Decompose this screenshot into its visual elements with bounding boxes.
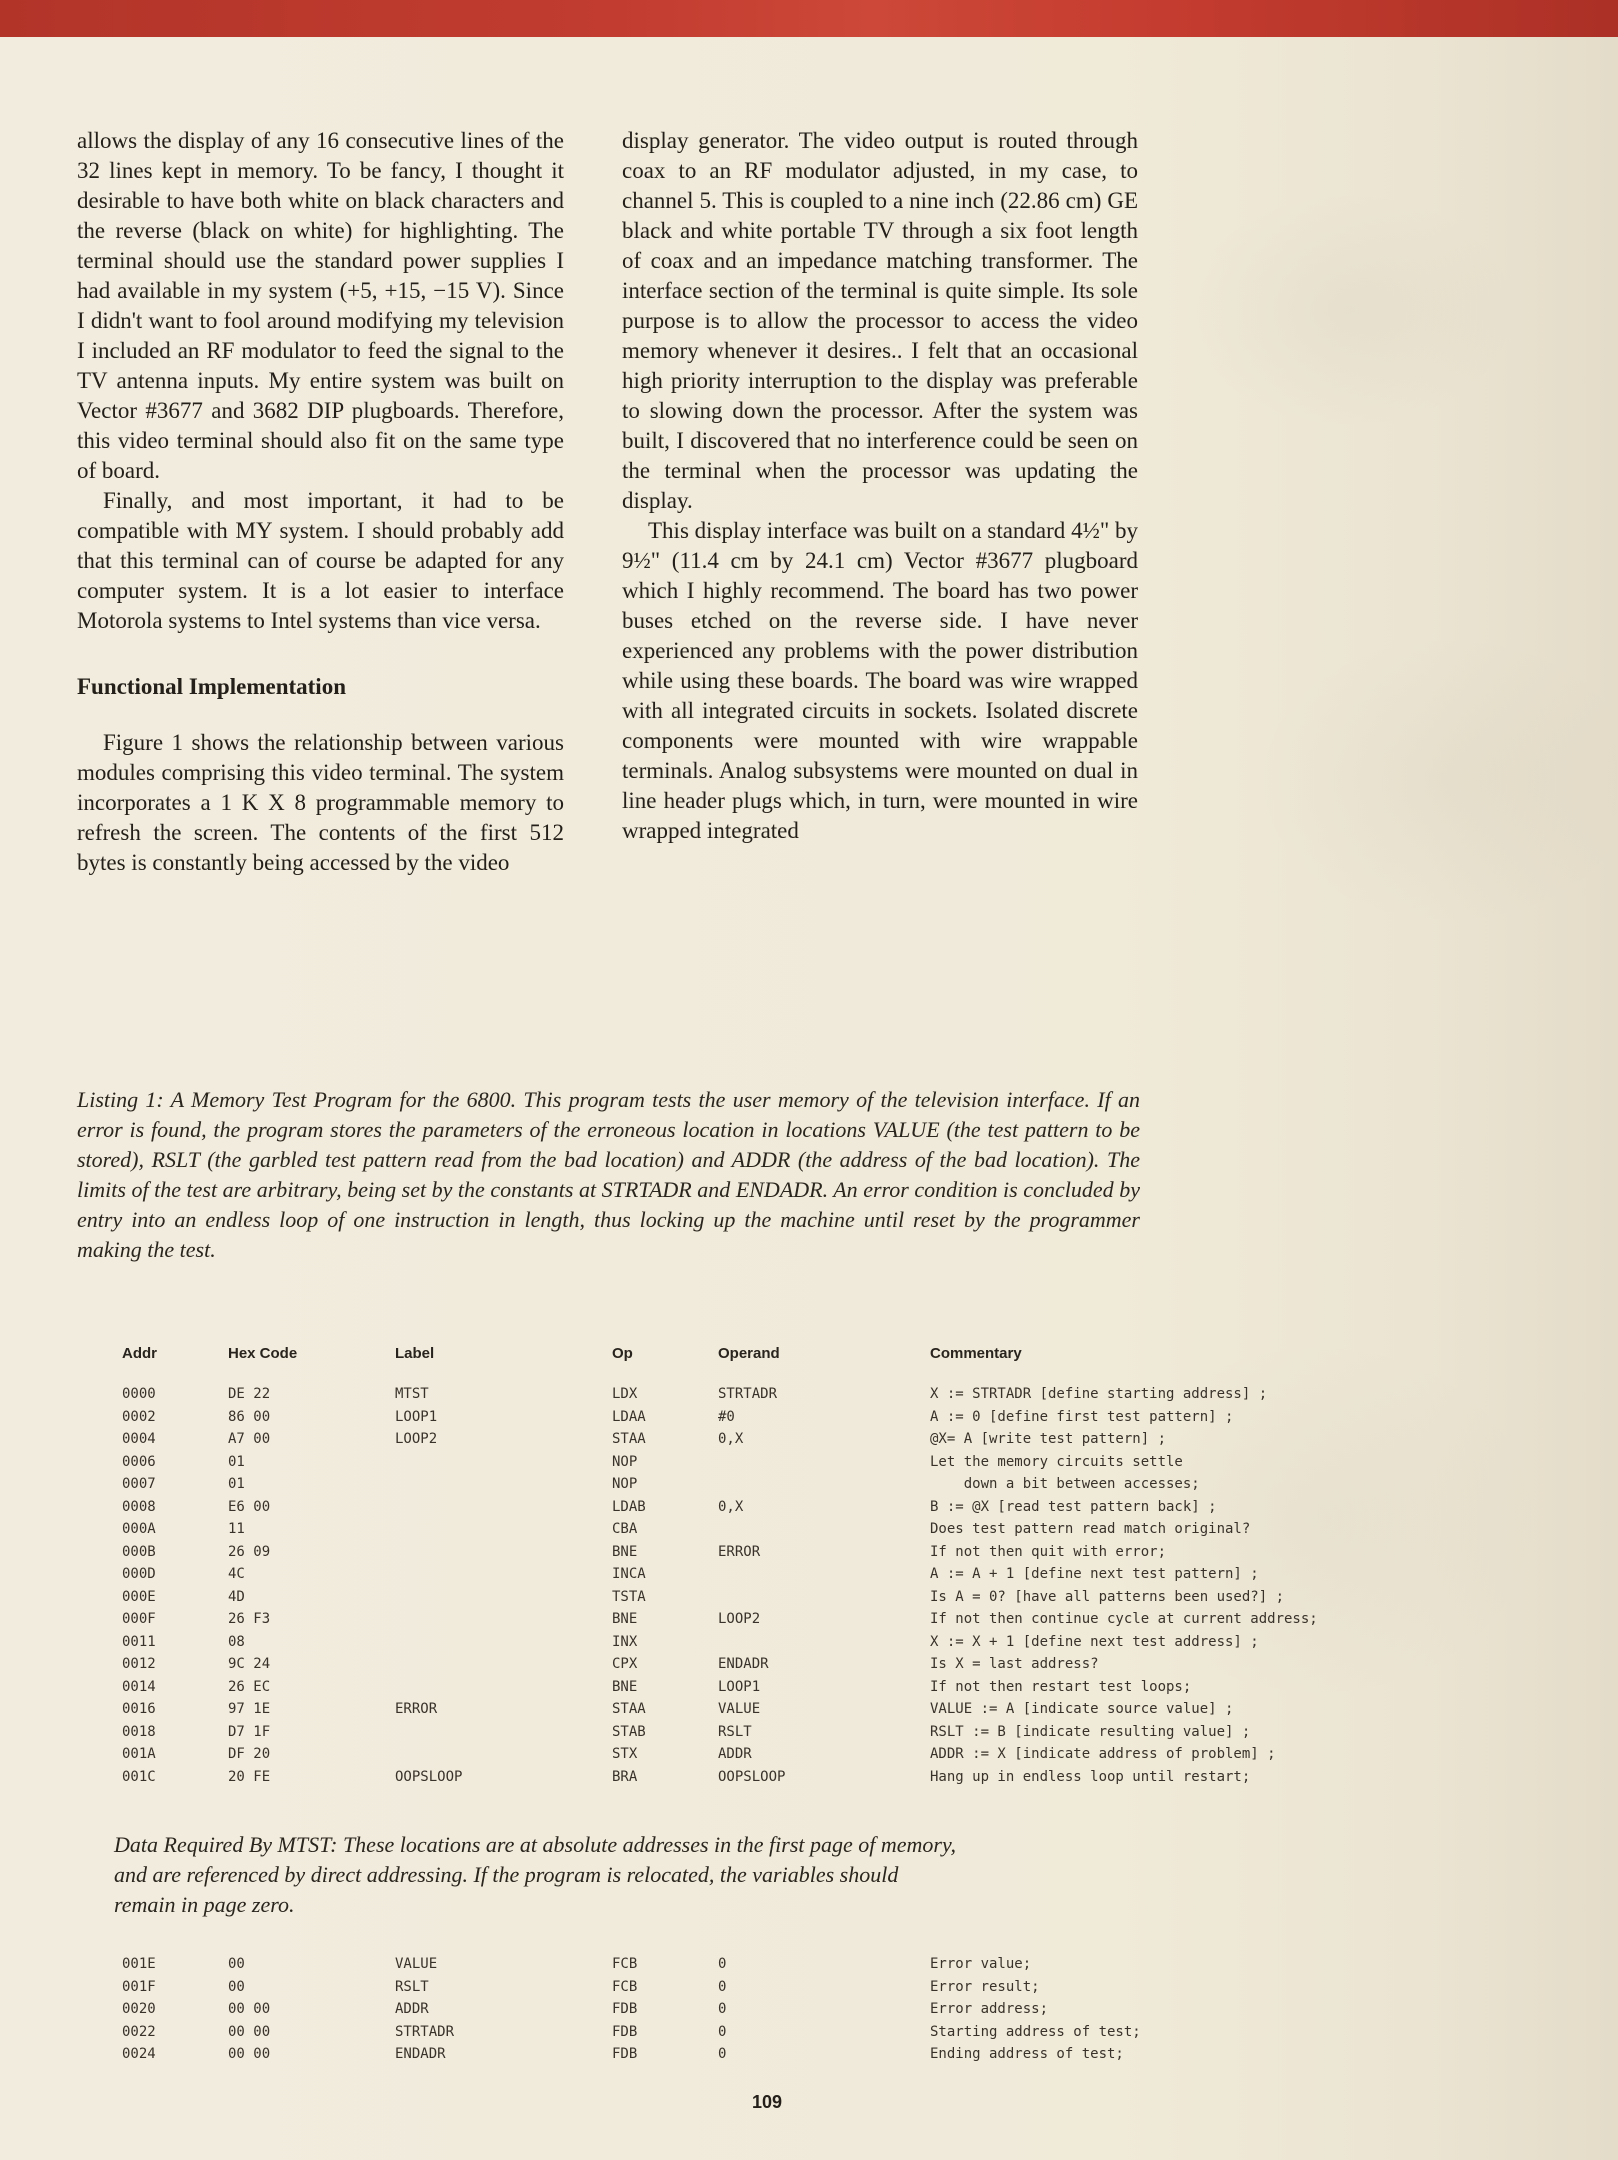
table-row [122, 1653, 1522, 1676]
cell-commentary: Is A = 0? [have all patterns been used?] ; [930, 1588, 1285, 1605]
cell-addr: 000D [122, 1566, 156, 1582]
table-row [122, 1563, 1522, 1586]
cell-label: ERROR [395, 1701, 438, 1717]
table-row [122, 1998, 1522, 2021]
cell-commentary: Starting address of test; [930, 2023, 1141, 2040]
cell-addr: 001C [122, 1768, 156, 1785]
cell-addr: 000E [122, 1588, 156, 1605]
cell-operand [718, 1631, 930, 1654]
cell-addr: 000A [122, 1521, 156, 1537]
cell-op: LDX [612, 1386, 638, 1402]
cell-label: ADDR [395, 2001, 429, 2017]
cell-op: FCB [612, 1956, 638, 1972]
cell-addr: 000F [122, 1611, 156, 1627]
cell-operand: RSLT [718, 1723, 752, 1740]
cell-label [395, 1518, 612, 1541]
article-left-column [77, 126, 564, 878]
table-row [122, 1473, 1522, 1496]
table-row [122, 1406, 1522, 1429]
cell-commentary: X := X + 1 [define next test address] ; [930, 1633, 1259, 1650]
cell-commentary: Error address; [930, 2001, 1049, 2017]
cell-hex-code: 11 [228, 1521, 245, 1537]
cell-addr: 000B [122, 1543, 156, 1560]
cell-commentary: @X= A [write test pattern] ; [930, 1431, 1167, 1447]
cell-addr: 001E [122, 1956, 156, 1972]
cell-commentary: RSLT := B [indicate resulting value] ; [930, 1723, 1251, 1740]
cell-addr: 0020 [122, 2001, 156, 2017]
cell-commentary: Hang up in endless loop until restart; [930, 1768, 1251, 1785]
article-body [77, 126, 1140, 878]
cell-hex-code: A7 00 [228, 1431, 271, 1447]
cell-op: FDB [612, 2046, 638, 2062]
cell-operand: 0 [718, 1956, 727, 1972]
table-row [122, 1698, 1522, 1721]
listing-table-rows [122, 1383, 1522, 1788]
cell-label [395, 1541, 612, 1564]
cell-op: BNE [612, 1611, 638, 1627]
cell-commentary: X := STRTADR [define starting address] ; [930, 1386, 1268, 1402]
cell-hex-code: 9C 24 [228, 1656, 271, 1672]
cell-commentary: Let the memory circuits settle [930, 1453, 1183, 1470]
cell-op: LDAA [612, 1408, 646, 1425]
cell-operand: 0 [718, 2046, 727, 2062]
cell-commentary: If not then restart test loops; [930, 1678, 1192, 1695]
paragraph: display generator. The video output is routed through coax to an RF modulator adjusted, in my case, to channel 5. This is coupled to a nine inch (22.86 cm) GE black and white portable TV through a six foot length of coax and an impedance matching transformer. The interface section of the terminal is quite simple. Its sole purpose is to allow the processor to access the video memory whenever it desires.. I felt that an occasional high priority interruption to the display was preferable to slowing down the processor. After the system was built, I discovered that no interference could be seen on the terminal when the processor was updating the display. [622, 128, 1138, 513]
paragraph: Finally, and most important, it had to be compatible with MY system. I should probably add that this terminal can of course be adapted for any computer system. It is a lot easier to interface Motorola systems to Intel systems than vice versa. [77, 488, 564, 633]
cell-addr: 0024 [122, 2046, 156, 2062]
table-row [122, 1383, 1522, 1406]
cell-operand: OOPSLOOP [718, 1768, 786, 1785]
cell-commentary: Is X = last address? [930, 1656, 1099, 1672]
cell-commentary: Error result; [930, 1978, 1040, 1995]
cell-op: TSTA [612, 1588, 646, 1605]
cell-operand [718, 1473, 930, 1496]
table-row [122, 1721, 1522, 1744]
listing-table-header [122, 1345, 1522, 1362]
cell-label [395, 1676, 612, 1699]
cell-operand [718, 1586, 930, 1609]
cell-hex-code: 97 1E [228, 1701, 271, 1717]
cell-op: STAA [612, 1431, 646, 1447]
cell-hex-code: 26 EC [228, 1678, 271, 1695]
cell-op: INCA [612, 1566, 646, 1582]
cell-op: NOP [612, 1453, 638, 1470]
cell-operand: 0 [718, 2001, 727, 2017]
paragraph: This display interface was built on a standard 4½" by 9½" (11.4 cm by 24.1 cm) Vector #3677 plugboard which I highly recommend. The board has two power buses etched on the reverse side. I have never experienced any problems with the power distribution while using these boards. The board was wire wrapped with all integrated circuits in sockets. Isolated discrete components were mounted with wire wrappable terminals. Analog subsystems were mounted on dual in line header plugs which, in turn, were mounted in wire wrapped integrated [622, 518, 1138, 843]
cell-label [395, 1496, 612, 1519]
cell-hex-code: DF 20 [228, 1746, 271, 1762]
paragraph: allows the display of any 16 consecutive lines of the 32 lines kept in memory. To be fancy, I thought it desirable to have both white on black characters and the reverse (black on white) for highlighting. The terminal should use the standard power supplies I had available in my system (+5, +15, −15 V). Since I didn't want to fool around modifying my television I included an RF modulator to feed the signal to the TV antenna inputs. My entire system was built on Vector #3677 and 3682 DIP plugboards. Therefore, this video terminal should also fit on the same type of board. [77, 128, 564, 483]
cell-hex-code: 00 00 [228, 2023, 271, 2040]
cell-operand: #0 [718, 1408, 735, 1425]
cell-addr: 001A [122, 1746, 156, 1762]
cell-hex-code: 4D [228, 1588, 245, 1605]
table-row [122, 1608, 1522, 1631]
cell-op: BRA [612, 1768, 638, 1785]
cell-label [395, 1653, 612, 1676]
cell-op: INX [612, 1633, 638, 1650]
cell-addr: 0000 [122, 1386, 156, 1402]
cell-op: CPX [612, 1656, 638, 1672]
cell-label: VALUE [395, 1956, 438, 1972]
cell-addr: 0018 [122, 1723, 156, 1740]
table-row [122, 1451, 1522, 1474]
paragraph: Figure 1 shows the relationship between various modules comprising this video terminal. The system incorporates a 1 K X 8 programmable memory to refresh the screen. The contents of the first 512 bytes is constantly being accessed by the video [77, 730, 564, 875]
cell-operand: LOOP1 [718, 1678, 761, 1695]
cell-commentary: ADDR := X [indicate address of problem] ; [930, 1746, 1276, 1762]
cell-addr: 0006 [122, 1453, 156, 1470]
cell-commentary: If not then quit with error; [930, 1543, 1167, 1560]
listing-caption: Listing 1: A Memory Test Program for the 6800. This program tests the user memory of the television interface. If an error is found, the program stores the parameters of the erroneous location in locations VALUE (the test pattern to be stored), RSLT (the garbled test pattern read from the bad location) and ADDR (the address of the bad location). The limits of the test are arbitrary, being set by the constants at STRTADR and ENDADR. An error condition is concluded by entry into an endless loop of one instruction in length, thus locking up the machine until reset by the programmer making the test. [77, 1087, 1140, 1262]
cell-operand: 0,X [718, 1498, 744, 1515]
cell-label [395, 1721, 612, 1744]
cell-hex-code: 01 [228, 1453, 245, 1470]
cell-op: FDB [612, 2001, 638, 2017]
cell-hex-code: DE 22 [228, 1386, 271, 1402]
cell-op: CBA [612, 1521, 638, 1537]
cell-op: FCB [612, 1978, 638, 1995]
cell-hex-code: D7 1F [228, 1723, 271, 1740]
cell-commentary: Does test pattern read match original? [930, 1521, 1251, 1537]
cell-label [395, 1608, 612, 1631]
data-required-note: Data Required By MTST: These locations are at absolute addresses in the first page of memory, and are referenced by direct addressing. If the program is relocated, the variables should remain in page zero. [114, 1832, 957, 1917]
header-cell-commentary: Commentary [930, 1345, 1022, 1362]
table-row [122, 1496, 1522, 1519]
cell-operand: ENDADR [718, 1656, 769, 1672]
table-row [122, 1586, 1522, 1609]
article-right-column [622, 126, 1138, 878]
header-cell-label: Label [395, 1345, 435, 1362]
cell-operand: 0,X [718, 1431, 744, 1447]
cell-commentary: Ending address of test; [930, 2046, 1124, 2062]
cell-operand [718, 1451, 930, 1474]
cell-hex-code: 00 00 [228, 2046, 271, 2062]
cell-commentary: A := A + 1 [define next test pattern] ; [930, 1566, 1259, 1582]
cell-hex-code: 26 F3 [228, 1611, 271, 1627]
cell-addr: 0014 [122, 1678, 156, 1695]
cell-addr: 0012 [122, 1656, 156, 1672]
cell-hex-code: 4C [228, 1566, 245, 1582]
cell-commentary: Error value; [930, 1956, 1032, 1972]
table-row [122, 1541, 1522, 1564]
cell-op: BNE [612, 1543, 638, 1560]
cell-addr: 0011 [122, 1633, 156, 1650]
cell-op: LDAB [612, 1498, 646, 1515]
cell-addr: 0007 [122, 1476, 156, 1492]
data-locations-table [122, 1953, 1522, 2066]
cell-addr: 0022 [122, 2023, 156, 2040]
cell-label [395, 1473, 612, 1496]
cell-label [395, 1743, 612, 1766]
cell-operand: ADDR [718, 1746, 752, 1762]
cell-op: BNE [612, 1678, 638, 1695]
table-row [122, 1743, 1522, 1766]
cell-operand: 0 [718, 2023, 727, 2040]
cell-commentary: down a bit between accesses; [930, 1476, 1200, 1492]
cell-operand: 0 [718, 1978, 727, 1995]
cell-addr: 0008 [122, 1498, 156, 1515]
cell-operand: ERROR [718, 1543, 761, 1560]
cell-label [395, 1451, 612, 1474]
cell-hex-code: 86 00 [228, 1408, 271, 1425]
cell-hex-code: E6 00 [228, 1498, 271, 1515]
cell-label: MTST [395, 1386, 429, 1402]
cell-addr: 001F [122, 1978, 156, 1995]
cell-hex-code: 08 [228, 1633, 245, 1650]
header-cell-op: Op [612, 1345, 633, 1362]
cell-label: LOOP2 [395, 1431, 438, 1447]
header-cell-addr: Addr [122, 1345, 157, 1362]
cell-hex-code: 01 [228, 1476, 245, 1492]
cell-label [395, 1631, 612, 1654]
cell-operand [718, 1518, 930, 1541]
cell-op: STAB [612, 1723, 646, 1740]
page-number: 109 [752, 2092, 783, 2112]
cell-label: RSLT [395, 1978, 429, 1995]
cell-commentary: A := 0 [define first test pattern] ; [930, 1408, 1234, 1425]
cell-commentary: B := @X [read test pattern back] ; [930, 1498, 1217, 1515]
cell-addr: 0016 [122, 1701, 156, 1717]
cell-op: NOP [612, 1476, 638, 1492]
table-row [122, 1631, 1522, 1654]
cell-operand: LOOP2 [718, 1611, 761, 1627]
cell-operand: VALUE [718, 1701, 761, 1717]
page-top-color-band [0, 0, 1618, 37]
cell-commentary: If not then continue cycle at current address; [930, 1611, 1318, 1627]
cell-label [395, 1563, 612, 1586]
cell-label: STRTADR [395, 2023, 455, 2040]
header-cell-operand: Operand [718, 1345, 780, 1362]
table-row [122, 1953, 1522, 1976]
table-row [122, 1976, 1522, 1999]
table-row [122, 2021, 1522, 2044]
cell-hex-code: 00 [228, 1978, 245, 1995]
cell-operand [718, 1563, 930, 1586]
cell-label: ENDADR [395, 2046, 446, 2062]
cell-label: LOOP1 [395, 1408, 438, 1425]
cell-op: STAA [612, 1701, 646, 1717]
cell-hex-code: 00 00 [228, 2001, 271, 2017]
cell-op: FDB [612, 2023, 638, 2040]
listing-table [122, 1345, 1522, 1788]
cell-hex-code: 26 09 [228, 1543, 271, 1560]
table-row [122, 1428, 1522, 1451]
cell-addr: 0004 [122, 1431, 156, 1447]
table-row [122, 2043, 1522, 2066]
table-row [122, 1676, 1522, 1699]
cell-operand: STRTADR [718, 1386, 778, 1402]
header-cell-hex-code: Hex Code [228, 1345, 298, 1362]
cell-hex-code: 20 FE [228, 1768, 271, 1785]
cell-label: OOPSLOOP [395, 1768, 463, 1785]
cell-op: STX [612, 1746, 638, 1762]
cell-addr: 0002 [122, 1408, 156, 1425]
table-row [122, 1766, 1522, 1789]
cell-label [395, 1586, 612, 1609]
section-heading: Functional Implementation [77, 674, 346, 699]
cell-hex-code: 00 [228, 1956, 245, 1972]
table-row [122, 1518, 1522, 1541]
cell-commentary: VALUE := A [indicate source value] ; [930, 1701, 1234, 1717]
